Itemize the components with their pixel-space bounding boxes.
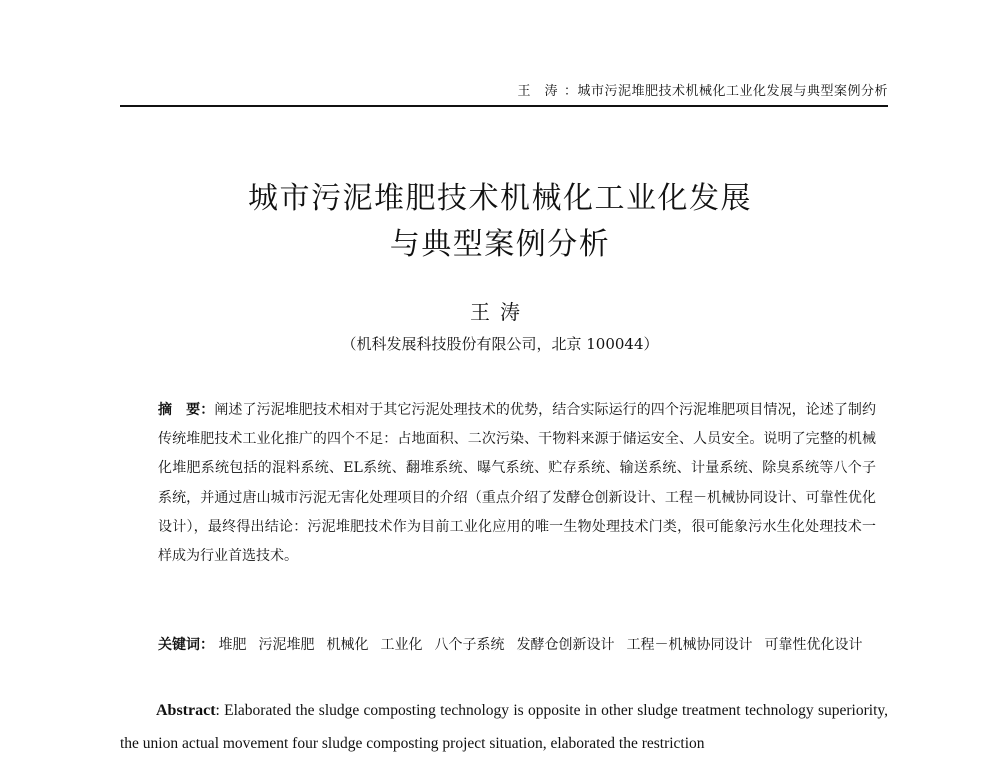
paper-title-line-1: 城市污泥堆肥技术机械化工业化发展: [248, 181, 752, 216]
keyword: 可靠性优化设计: [764, 637, 863, 653]
running-head-separator: ：: [563, 84, 578, 99]
keyword: 堆肥: [218, 637, 247, 653]
keyword: 机械化: [326, 637, 369, 653]
running-head-title: 城市污泥堆肥技术机械化工业化发展与典型案例分析: [577, 84, 888, 99]
keyword: 工程－机械协同设计: [626, 637, 753, 653]
english-abstract-label: Abstract: [156, 702, 216, 719]
english-abstract-text: : Elaborated the sludge composting technology is opposite in other sludge treatment technology superiority, the union actual movement four sludge composting project situation, elaborated the restriction: [120, 702, 888, 752]
running-head-author: 王 涛: [517, 84, 558, 99]
keywords-label: 关键词：: [158, 637, 214, 653]
keyword: 工业化: [380, 637, 423, 653]
chinese-abstract-text: 阐述了污泥堆肥技术相对于其它污泥处理技术的优势，结合实际运行的四个污泥堆肥项目情况，论述了制约传统堆肥技术工业化推广的四个不足：占地面积、二次污染、干物料来源于储运安全、人员安全。说明了完整的机械化堆肥系统包括的混料系统、EL系统、翻堆系统、曝气系统、贮存系统、输送系统、计量系统、除臭系统等八个子系统，并通过唐山城市污泥无害化处理项目的介绍（重点介绍了发酵仓创新设计、工程－机械协同设计、可靠性优化设计），最终得出结论：污泥堆肥技术作为目前工业化应用的唯一生物处理技术门类，很可能象污水生化处理技术一样成为行业首选技术。: [158, 402, 877, 565]
english-abstract: [120, 694, 888, 760]
running-head: [120, 80, 888, 107]
keyword: 八个子系统: [434, 637, 505, 653]
keyword: 污泥堆肥: [258, 637, 315, 653]
chinese-abstract-label: 摘 要：: [158, 402, 215, 418]
paper-title: [0, 176, 1000, 268]
chinese-abstract: [158, 396, 876, 571]
keywords: [158, 631, 876, 660]
author-name: 王涛: [470, 300, 530, 324]
keyword: 发酵仓创新设计: [516, 637, 615, 653]
paper-title-line-2: 与典型案例分析: [389, 227, 611, 262]
author-affiliation: （机科发展科技股份有限公司，北京 100044）: [341, 335, 659, 353]
